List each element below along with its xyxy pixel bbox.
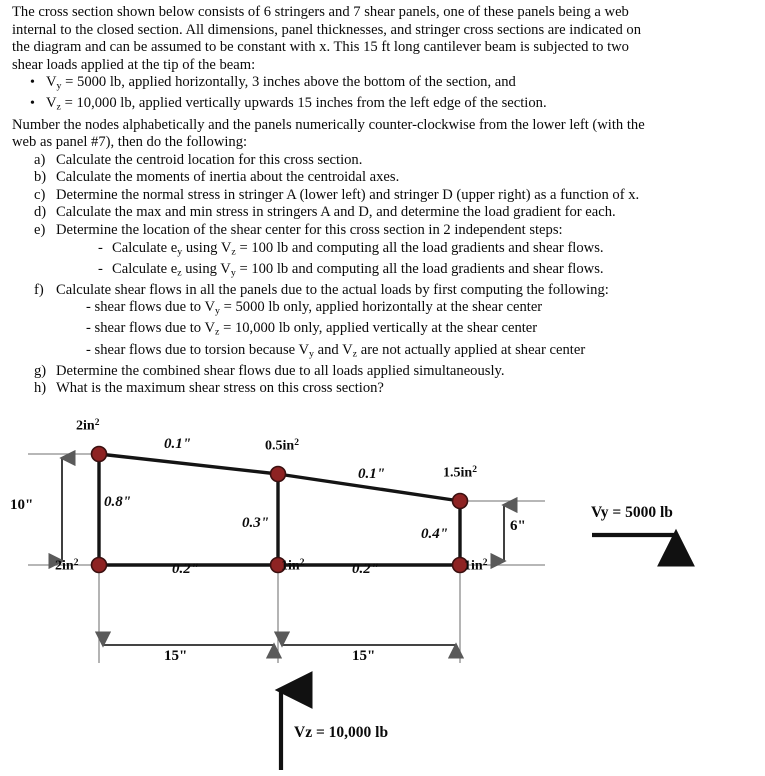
- panel-top-left: [99, 454, 278, 474]
- task-a: [34, 152, 754, 170]
- task-e-sub-1: - Calculate $e_y$ using $V_z = 100$ lb and computing all the load gradients and shear flows.: [112, 240, 754, 261]
- task-f-sub-2: - shear flows due to $V_z = 10,000$ lb only, applied vertically at the shear center: [86, 320, 538, 338]
- thickness-label-right-web: 0.4": [421, 526, 449, 542]
- dimension-label-left-height: 10": [10, 497, 34, 513]
- stringer-node-upper-middle: [271, 467, 286, 482]
- task-d-label: d): [34, 204, 47, 221]
- task-e-sub-2: - Calculate $e_z$ using $V_y = 100$ lb and computing all the load gradients and shear flows.: [112, 261, 754, 282]
- task-d-text: Calculate the max and min stress in stringers A and D, and determine the load gradient for each.: [56, 204, 616, 221]
- thickness-label-top-right: 0.1": [358, 466, 386, 482]
- task-list: [12, 152, 754, 398]
- task-b-label: b): [34, 169, 47, 186]
- numbering-line-2: web as panel #7), then do the following:: [12, 134, 248, 151]
- thickness-label-left-web: 0.8": [104, 494, 132, 510]
- intro-line-1: The cross section shown below consists of 6 stringers and 7 shear panels, one of these panels being a web: [12, 4, 629, 20]
- numbering-line-1: Number the nodes alphabetically and the panels numerically counter-clockwise from the lower left (with the: [12, 116, 645, 133]
- task-a-label: a): [34, 151, 46, 168]
- load-bullet-vy: • $V_y = 5000$ lb, applied horizontally, 3 inches above the bottom of the section, and: [46, 74, 754, 95]
- task-c-label: c): [34, 186, 46, 203]
- cross-section-figure: [0, 418, 765, 776]
- task-b: [34, 169, 754, 187]
- dimension-label-right-height: 6": [510, 518, 526, 534]
- thickness-label-middle-web: 0.3": [242, 515, 270, 531]
- load-bullet-vz: • $V_z = 10,000$ lb, applied vertically upwards 15 inches from the left edge of the section.: [46, 95, 754, 116]
- task-g-label: g): [34, 362, 47, 379]
- task-f-sub-1: - shear flows due to $V_y = 5000$ lb only, applied horizontally at the shear center: [86, 299, 543, 317]
- thickness-label-bottom-right: 0.2": [352, 561, 380, 577]
- task-b-text: Calculate the moments of inertia about the centroidal axes.: [56, 169, 400, 186]
- task-d: [34, 204, 754, 222]
- area-label-upper-left: $2in^2$: [76, 418, 100, 434]
- task-e-sublist: [56, 240, 754, 282]
- task-e-text: Determine the location of the shear center for this cross section in 2 independent steps:: [56, 222, 563, 239]
- dimension-label-right-span: 15": [352, 648, 376, 664]
- area-label-lower-right: $1in^2$: [464, 558, 488, 574]
- task-g-text: Determine the combined shear flows due to all loads applied simultaneously.: [56, 362, 505, 379]
- area-label-lower-left: $2in^2$: [55, 558, 79, 574]
- area-label-upper-right: $1.5in^2$: [443, 465, 477, 481]
- area-label-lower-middle: $1in^2$: [281, 558, 305, 574]
- task-e-label: e): [34, 222, 46, 239]
- intro-line-4: shear loads applied at the tip of the beam:: [12, 56, 256, 73]
- stringer-node-lower-left: [92, 558, 107, 573]
- dimension-label-left-span: 15": [164, 648, 188, 664]
- task-h-text: What is the maximum shear stress on this cross section?: [56, 380, 384, 397]
- task-g: [34, 363, 754, 381]
- load-bullet-list: [12, 74, 754, 116]
- vz-load-label: Vz = 10,000 lb: [294, 724, 389, 741]
- task-c: [34, 187, 754, 205]
- task-f: [34, 282, 754, 363]
- area-label-upper-middle: $0.5in^2$: [265, 438, 299, 454]
- task-e: [34, 222, 754, 282]
- task-c-text: Determine the normal stress in stringer A (lower left) and stringer D (upper right) as a function of x.: [56, 186, 640, 203]
- intro-line-2: internal to the closed section. All dimensions, panel thicknesses, and stringer cross sections are indicated on: [12, 21, 641, 38]
- task-h-label: h): [34, 380, 47, 397]
- task-f-label: f): [34, 281, 44, 298]
- task-f-text: Calculate shear flows in all the panels due to the actual loads by first computing the following:: [56, 281, 609, 298]
- task-a-text: Calculate the centroid location for this cross section.: [56, 151, 363, 168]
- stringer-node-upper-right: [453, 494, 468, 509]
- thickness-label-top-left: 0.1": [164, 436, 192, 452]
- task-h: [34, 380, 754, 398]
- stringer-node-upper-left: [92, 447, 107, 462]
- problem-statement: [12, 4, 754, 398]
- thickness-label-bottom-left: 0.2": [172, 561, 200, 577]
- intro-line-3: the diagram and can be assumed to be constant with x. This 15 ft long cantilever beam is subjected to two: [12, 39, 629, 56]
- task-f-sub-3: - shear flows due to torsion because $V_y$ and $V_z$ are not actually applied at shear center: [86, 341, 586, 359]
- vy-load-label: Vy = 5000 lb: [591, 504, 673, 521]
